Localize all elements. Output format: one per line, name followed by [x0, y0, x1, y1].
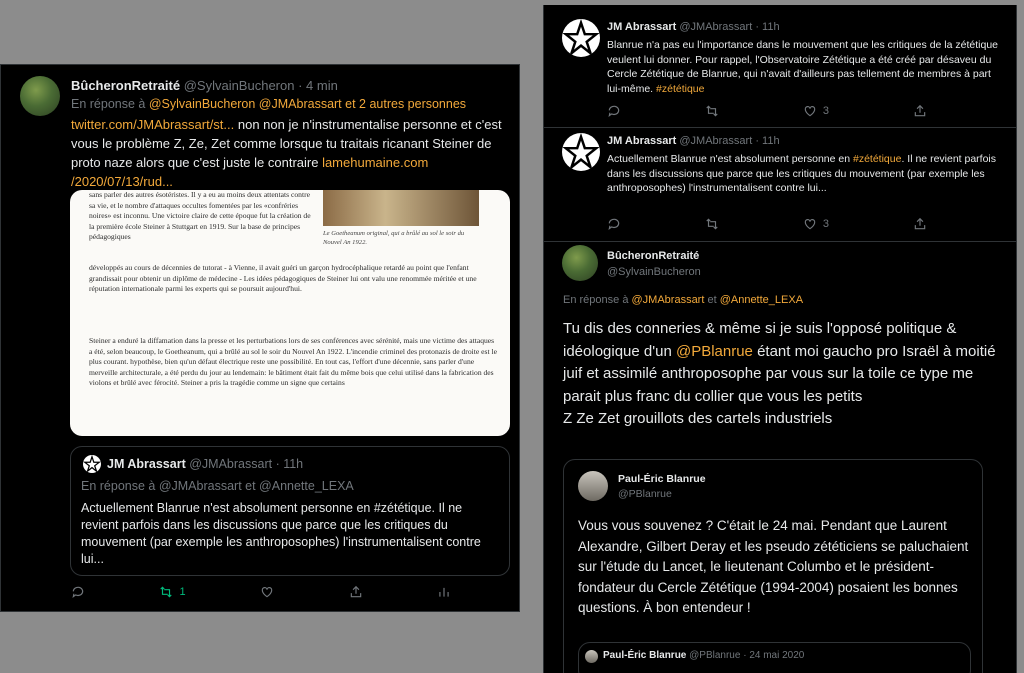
tweet-text [563, 318, 1003, 431]
author-name[interactable]: BûcheronRetraité [71, 78, 181, 93]
tweet-actions [607, 104, 927, 118]
retweet-icon [705, 217, 719, 231]
like-count: 3 [822, 218, 830, 230]
avatar [578, 471, 608, 501]
like-button[interactable] [803, 217, 829, 231]
tweet-time[interactable]: · 11h [755, 135, 780, 147]
quote-author-handle: @PBlanrue [618, 488, 672, 500]
article-text-top: sans parler des autres ésotéristes. Il y a eu au moins deux attentats contre sa vie, et le nombre d'attaques occultes fomentées par les «confréries noires» est inconnu. Une victoire claire de cette époque fut la création de la première école Steiner à Stuttgart en 1919. Sur la base de principes pédagogiques [89, 190, 311, 241]
reply-mention-1[interactable]: @JMAbrassart [631, 294, 705, 306]
reply-line [563, 294, 803, 306]
quote-reply-line: En réponse à @JMAbrassart et @Annette_LEXA [81, 479, 354, 493]
divider [544, 127, 1016, 128]
avatar[interactable] [562, 19, 600, 57]
retweet-button[interactable] [159, 585, 185, 599]
tweet-time[interactable]: · 11h [755, 21, 780, 33]
nested-author-handle: @PBlanrue [689, 650, 741, 661]
reply-button[interactable] [607, 104, 621, 118]
article-image[interactable] [70, 190, 510, 436]
avatar [83, 455, 101, 473]
reply-icon [607, 217, 621, 231]
article-text-para2: Steiner a enduré la diffamation dans la presse et les perturbations lors de ses conférences avec sérénité, mais une victime des attaques a été, selon beaucoup, le Goetheanum, qui a brûlé au sol le soir du Nouvel An 1922. L'incendie criminel des protonazis de droite est le plus courant. hypothèse, bien qu'un défaut électrique reste une possibilité. En tout cas, l'effort d'une décennie, sans parler d'une merveille architecturale, a été perdu du jour au lendemain: le bâtiment était fait du même bois que celui utilisé dans la fabrication des violons et brûlé avec férocité. Steiner a pris la tragédie comme un signe que certains [89, 336, 497, 387]
share-icon [349, 585, 363, 599]
author-handle[interactable]: @SylvainBucheron [183, 78, 295, 93]
reply-icon [71, 585, 85, 599]
avatar[interactable] [20, 76, 60, 116]
retweet-icon [159, 585, 173, 599]
tweet-actions [71, 585, 451, 599]
tweet-link[interactable]: twitter.com/JMAbrassart/st... [71, 117, 235, 132]
avatar[interactable] [562, 133, 600, 171]
share-icon [913, 217, 927, 231]
quote-text: Actuellement Blanrue n'est absolument personne en #zététique. Il ne revient parfois dans les discussions que parce que les critiques du mouvement (par exemple les anthroposophes) l'instrumentalisent contre lui... [81, 501, 481, 566]
share-button[interactable] [913, 217, 927, 231]
analytics-button[interactable] [437, 585, 451, 599]
quote-text: Vous vous souvenez ? C'était le 24 mai. Pendant que Laurent Alexandre, Gilbert Deray et les pseudo zététiciens se paluchaient sur l'étude du Lancet, le lieutenant Columbo et le président-fondateur du Cercle Zététique (1994-2004) posaient les bonnes questions. À bon entendeur ! [578, 518, 969, 615]
like-button[interactable] [803, 104, 829, 118]
analytics-icon [437, 585, 451, 599]
author-handle[interactable]: @SylvainBucheron [607, 266, 701, 278]
share-button[interactable] [913, 104, 927, 118]
heart-icon [803, 104, 817, 118]
reply-prefix: En réponse à [71, 97, 149, 111]
tweet-body: Tu dis des conneries & même si je suis l'opposé politique & idéologique d'un [563, 320, 957, 360]
reply-and: et [704, 294, 720, 306]
like-count: 3 [822, 105, 830, 117]
heart-icon [803, 217, 817, 231]
reply-mentions[interactable]: @SylvainBucheron @JMAbrassart et 2 autres personnes [148, 97, 467, 111]
tweet-header [607, 135, 780, 147]
tweet-body-2: étant moi gaucho pro Israël à moitié juif et assimilé anthroposophe par vous sur la toile ce type me parait plus franc du collier que vous les petits [563, 342, 996, 405]
heart-icon [260, 585, 274, 599]
avatar[interactable] [562, 245, 598, 281]
retweet-count: 1 [179, 586, 186, 598]
reply-prefix: En réponse à [563, 294, 632, 306]
retweet-icon [705, 104, 719, 118]
tweet-text [71, 115, 511, 191]
author-handle[interactable]: @JMAbrassart [679, 21, 753, 33]
reply-line [71, 97, 511, 111]
left-tweet-panel [0, 64, 520, 612]
goetheanum-photo [323, 190, 479, 226]
reply-icon [607, 104, 621, 118]
hashtag-link[interactable]: #zététique [656, 82, 705, 95]
hashtag-link[interactable]: #zététique [853, 153, 902, 165]
share-button[interactable] [349, 585, 363, 599]
quote-header [107, 457, 303, 471]
tweet-body: non non je n'instrumentalise personne et c'est vous le problème Z, Ze, Zet comme lorsque tu traitais ricanant Steiner de proto naze alors que c'est juste le contraire [71, 117, 502, 170]
tweet-body-2: . Il ne revient parfois dans les discussions que parce que les critiques du mouvement (par exemple les anthroposophes) l'instrumentalisent contre lui... [607, 153, 997, 194]
share-icon [913, 104, 927, 118]
article-text-full: développés au cours de décennies de tutorat - à Vienne, il avait guéri un garçon hydrocéphalique retardé au point que l'enfant grandissait pour obtenir un diplôme de médecine - Les idées pédagogiques de Steiner lui ont valu une renommée méritée et une réputation internationale parmi les experts qui se poursuit aujourd'hui. [89, 263, 477, 293]
photo-caption: Le Goetheanum original, qui a brûlé au sol le soir du Nouvel An 1922. [323, 230, 465, 246]
retweet-button[interactable] [705, 217, 719, 231]
tweet-body-3: Z Ze Zet grouillots des cartels industriels [563, 410, 833, 427]
quote-author-name: JM Abrassart [107, 457, 186, 471]
quote-author-name: Paul-Éric Blanrue [618, 473, 706, 485]
star-logo-icon [562, 19, 600, 57]
author-handle[interactable]: @JMAbrassart [679, 135, 753, 147]
reply-button[interactable] [607, 217, 621, 231]
tweet-body: Actuellement Blanrue n'est absolument personne en [607, 153, 853, 165]
like-button[interactable] [260, 585, 274, 599]
quote-author-handle: @JMAbrassart [189, 457, 273, 471]
nested-quote-header [603, 650, 804, 661]
quoted-tweet[interactable] [563, 459, 983, 673]
tweet-body: Blanrue n'a pas eu l'importance dans le mouvement que les critiques de la zététique veulent lui donner. Pour rappel, l'Observatoire Zététique a été créé par désaveu du Cercle Zététique de Blanrue, qui n'avait d'ailleurs pas tellement de membres à part lui-même. [607, 39, 998, 95]
tweet-link-2[interactable]: lamehumaine.com /2020/07/13/rud... [71, 155, 429, 189]
mention-link[interactable]: @PBlanrue [675, 342, 753, 360]
quoted-tweet[interactable] [70, 446, 510, 576]
nested-time: · 24 mai 2020 [743, 650, 805, 661]
author-name[interactable]: BûcheronRetraité [607, 250, 700, 262]
tweet-time[interactable]: · 4 min [298, 78, 338, 93]
quote-time: · 11h [275, 457, 304, 471]
nested-author-name: Paul-Éric Blanrue [603, 650, 687, 661]
reply-button[interactable] [71, 585, 85, 599]
avatar [585, 650, 598, 663]
nested-quoted-tweet[interactable] [578, 642, 971, 673]
tweet-text [607, 152, 1007, 196]
right-thread-panel [543, 5, 1017, 673]
star-logo-icon [83, 455, 101, 473]
author-name[interactable]: JM Abrassart [607, 135, 677, 147]
tweet-header [71, 78, 338, 93]
divider [544, 241, 1016, 242]
star-logo-icon [562, 133, 600, 171]
tweet-text [607, 38, 1007, 96]
retweet-button[interactable] [705, 104, 719, 118]
tweet-actions [607, 217, 927, 231]
reply-mention-2[interactable]: @Annette_LEXA [719, 294, 804, 306]
tweet-header [607, 21, 780, 33]
author-name[interactable]: JM Abrassart [607, 21, 677, 33]
